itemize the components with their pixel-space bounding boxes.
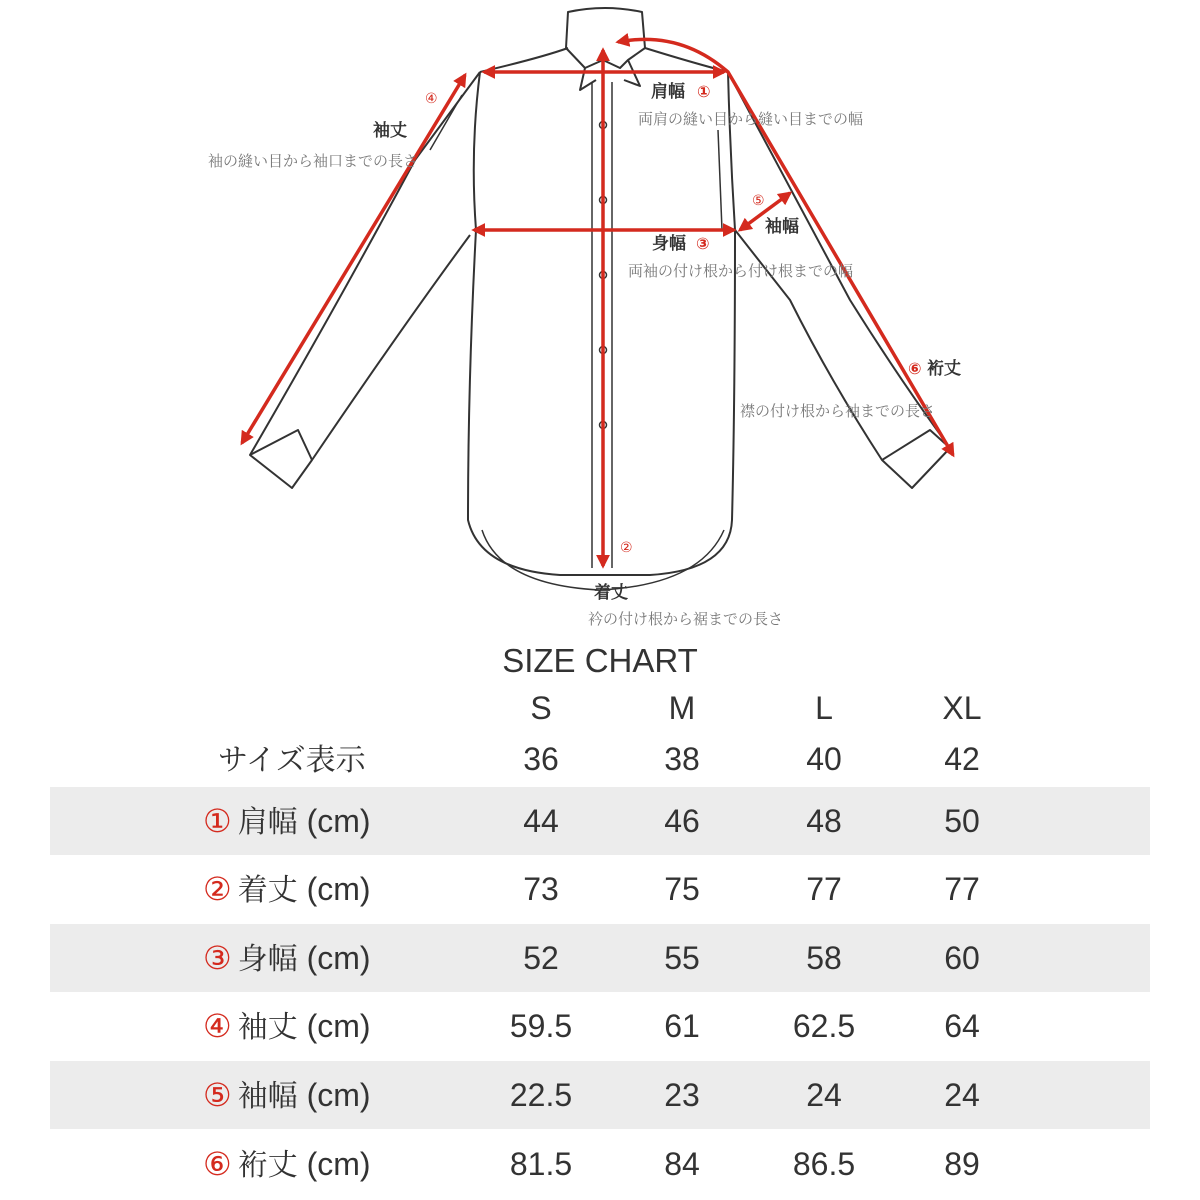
cell-xl: 60 <box>944 940 980 976</box>
shoulder-num: ① <box>697 82 711 101</box>
size-header-m: M <box>668 690 696 726</box>
cell-m: 84 <box>664 1146 700 1182</box>
cell-xl: 42 <box>944 741 980 777</box>
cell-l: 48 <box>806 803 842 839</box>
row-label <box>203 855 371 923</box>
body-length-title: 着丈 <box>594 583 628 603</box>
size-row-sleeve-width <box>50 1061 1150 1129</box>
size-row-sleeve-length <box>50 992 1150 1060</box>
cell-s: 59.5 <box>509 1008 573 1044</box>
cell-xl: 77 <box>944 871 980 907</box>
sleeve-width-num: ⑤ <box>752 193 765 209</box>
row-number: ② <box>203 871 232 907</box>
cell-s: 52 <box>523 940 559 976</box>
row-label <box>218 725 366 793</box>
body-length-num: ② <box>620 540 633 556</box>
row-label <box>203 992 371 1060</box>
row-label-text: 袖丈 <box>237 1010 298 1045</box>
size-header-xl: XL <box>942 690 982 726</box>
cell-s: 73 <box>523 871 559 907</box>
row-label <box>203 924 371 992</box>
body-width-num: ③ <box>696 234 710 253</box>
cell-m: 23 <box>664 1077 700 1113</box>
size-row-shoulder <box>50 787 1150 855</box>
yuki-num: ⑥ <box>908 359 922 378</box>
size-row-length <box>50 855 1150 923</box>
yuki-desc: 襟の付け根から袖までの長さ <box>740 402 936 420</box>
cell-xl: 50 <box>944 803 980 839</box>
row-label-text: 裄丈 <box>237 1148 298 1183</box>
sleeve-width-title: 袖幅 <box>765 217 799 237</box>
cell-s: 81.5 <box>509 1146 573 1182</box>
size-header-l: L <box>815 690 833 726</box>
cell-m: 46 <box>664 803 700 839</box>
cell-l: 62.5 <box>792 1008 856 1044</box>
cell-l: 58 <box>806 940 842 976</box>
body-width-title: 身幅 <box>652 234 686 254</box>
row-label-text: サイズ表示 <box>218 743 366 778</box>
cell-l: 40 <box>806 741 842 777</box>
size-row-yuki <box>50 1130 1150 1198</box>
row-unit: (cm) <box>306 803 371 839</box>
row-number: ④ <box>203 1008 232 1044</box>
cell-m: 55 <box>664 940 700 976</box>
size-row-display <box>50 725 1150 793</box>
row-unit: (cm) <box>306 1077 371 1113</box>
row-unit: (cm) <box>306 1008 371 1044</box>
row-label-text: 肩幅 <box>237 805 298 840</box>
row-number: ① <box>203 803 232 839</box>
cell-l: 86.5 <box>792 1146 856 1182</box>
cell-xl: 24 <box>944 1077 980 1113</box>
sleeve-desc: 袖の縫い目から袖口までの長さ <box>208 152 419 170</box>
size-chart-title: SIZE CHART <box>502 642 698 679</box>
row-label-text: 身幅 <box>237 942 298 977</box>
size-row-body-width <box>50 924 1150 992</box>
row-unit: (cm) <box>306 940 371 976</box>
cell-s: 36 <box>523 741 559 777</box>
shoulder-title: 肩幅 <box>651 82 685 102</box>
row-number: ⑤ <box>203 1077 232 1113</box>
cell-xl: 89 <box>944 1146 980 1182</box>
cell-s: 22.5 <box>509 1077 573 1113</box>
body-width-desc: 両袖の付け根から付け根までの幅 <box>628 262 854 280</box>
body-length-desc: 衿の付け根から裾までの長さ <box>588 610 784 628</box>
row-label-text: 袖幅 <box>237 1079 298 1114</box>
sleeve-length-arrow <box>242 75 465 443</box>
shoulder-desc: 両肩の縫い目から縫い目までの幅 <box>638 110 864 128</box>
yuki-title: 裄丈 <box>927 359 961 379</box>
cell-s: 44 <box>523 803 559 839</box>
row-label-text: 着丈 <box>237 873 298 908</box>
cell-xl: 64 <box>944 1008 980 1044</box>
sleeve-num: ④ <box>425 91 438 107</box>
row-label <box>203 1061 371 1129</box>
cell-l: 77 <box>806 871 842 907</box>
shirt-outline <box>250 8 950 590</box>
row-unit: (cm) <box>306 1146 371 1182</box>
size-header-s: S <box>530 690 552 726</box>
row-unit: (cm) <box>306 871 371 907</box>
sleeve-title: 袖丈 <box>373 121 407 141</box>
cell-m: 61 <box>664 1008 700 1044</box>
row-label <box>203 1130 371 1198</box>
cell-m: 75 <box>664 871 700 907</box>
cell-m: 38 <box>664 741 700 777</box>
cell-l: 24 <box>806 1077 842 1113</box>
row-number: ⑥ <box>203 1146 232 1182</box>
row-number: ③ <box>203 940 232 976</box>
row-label <box>203 787 371 855</box>
